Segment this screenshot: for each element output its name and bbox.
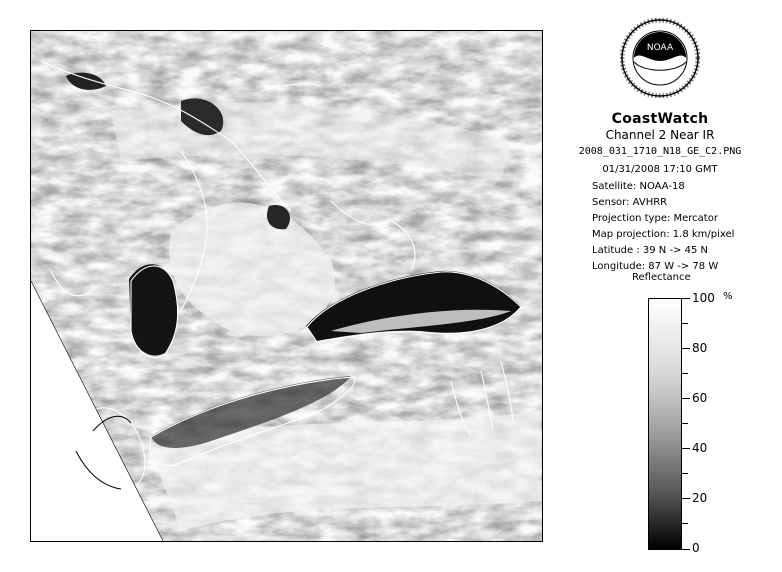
product-filename: 2008_031_1710_N18_GE_C2.PNG (578, 146, 742, 157)
legend-title: Reflectance (632, 272, 691, 283)
legend-tick (682, 373, 688, 374)
legend-tick (682, 448, 690, 449)
legend-tick-label-20: 20 (692, 491, 708, 505)
legend-tick (682, 549, 690, 550)
product-satellite: Satellite: NOAA-18 (592, 181, 685, 192)
legend-tick (682, 323, 688, 324)
logo-center-text: NOAA (646, 43, 674, 53)
product-projection-type: Projection type: Mercator (592, 213, 718, 224)
legend-tick-label-60: 60 (692, 391, 708, 405)
product-sensor: Sensor: AVHRR (592, 197, 668, 208)
legend-tick (682, 348, 690, 349)
legend-tick (682, 473, 688, 474)
noaa-logo-icon (620, 18, 700, 98)
legend-tick (682, 498, 690, 499)
product-title: CoastWatch (611, 111, 709, 127)
lake-michigan (129, 264, 178, 355)
satellite-map[interactable] (30, 30, 543, 542)
product-datetime: 01/31/2008 17:10 GMT (602, 164, 718, 175)
legend-tick (682, 398, 690, 399)
product-latitude: Latitude : 39 N -> 45 N (592, 245, 708, 256)
product-channel: Channel 2 Near IR (605, 128, 715, 142)
reflectance-colorbar (648, 298, 682, 550)
legend-tick-label-100: 100 (692, 291, 715, 305)
legend-tick-label-0: 0 (692, 541, 700, 555)
map-svg (31, 31, 542, 541)
legend-unit: % (723, 291, 733, 302)
legend-tick-label-80: 80 (692, 341, 708, 355)
product-longitude: Longitude: 87 W -> 78 W (592, 261, 719, 272)
legend-tick (682, 298, 690, 299)
legend-tick (682, 423, 688, 424)
legend-tick (682, 523, 688, 524)
legend-tick-label-40: 40 (692, 441, 708, 455)
product-map-projection: Map projection: 1.8 km/pixel (592, 229, 735, 240)
